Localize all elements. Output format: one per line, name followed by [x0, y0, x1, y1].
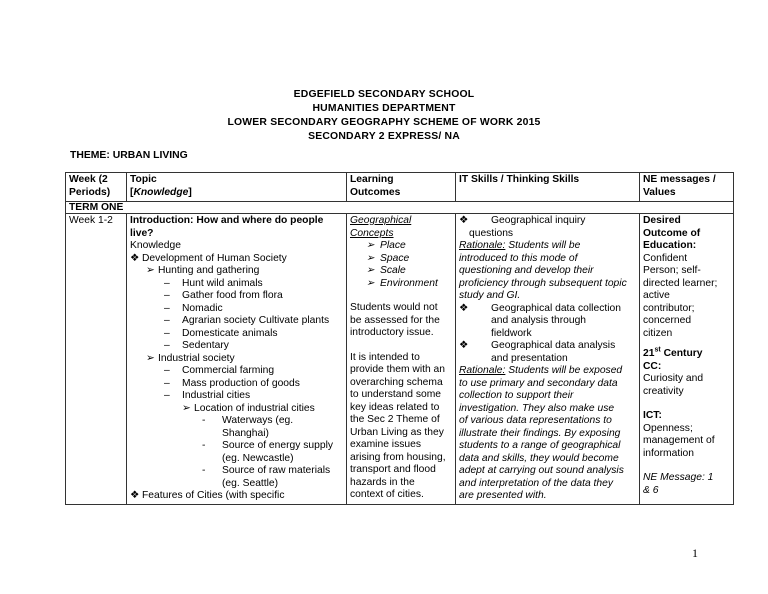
- page-number: 1: [692, 546, 698, 560]
- dash-bullet-icon: –: [164, 302, 170, 314]
- note-line: overarching schema: [350, 376, 443, 388]
- rationale-2: [459, 365, 636, 503]
- dash-bullet-icon: -: [202, 415, 206, 426]
- note-line: Students would not: [350, 302, 438, 313]
- dash-bullet-icon: –: [164, 315, 170, 326]
- week-cell: Week 1-2: [66, 214, 127, 505]
- note-line: the Sec 2 Theme of: [350, 414, 440, 425]
- arrow-bullet-icon: ➢: [182, 402, 191, 414]
- century-cc-heading: 21st Century CC:: [643, 346, 703, 372]
- cc-item: Curiosity and: [643, 373, 704, 384]
- rationale-line: adept at carrying out sound analysis: [459, 465, 624, 476]
- note-line: hazards in the: [350, 476, 415, 488]
- assessment-note: [350, 302, 452, 340]
- school-name: EDGEFIELD SECONDARY SCHOOL: [293, 89, 475, 100]
- list-item-text: Nomadic: [182, 302, 223, 314]
- skill-continuation: and presentation: [491, 352, 568, 364]
- list-item-text: Source of raw materials: [222, 465, 331, 476]
- intention-note: [350, 352, 452, 502]
- note-line: be assessed for the: [350, 314, 440, 326]
- rationale-line: of various data representations to: [459, 415, 612, 426]
- concept-item: [350, 265, 452, 278]
- rationale-line: collection to support their: [459, 390, 574, 401]
- skill-text: Geographical data analysis: [491, 340, 616, 351]
- ne-message: NE Message: 1: [643, 472, 714, 483]
- note-line: introductory issue.: [350, 327, 434, 338]
- col-week-header: [66, 173, 127, 202]
- list-item-text: Sedentary: [182, 340, 229, 351]
- arrow-bullet-icon: ➢: [366, 240, 375, 251]
- skill-item: [459, 303, 636, 316]
- rationale-line: are presented with.: [459, 490, 547, 501]
- diamond-bullet-icon: ❖: [459, 302, 469, 314]
- ict-heading: ICT:: [643, 410, 662, 421]
- geo-concepts-label-line2: Concepts: [350, 227, 394, 239]
- skill-continuation: fieldwork: [491, 327, 532, 339]
- level-title: SECONDARY 2 EXPRESS/ NA: [308, 131, 460, 142]
- list-item-text: Domesticate animals: [182, 327, 278, 339]
- concept-item: [350, 278, 452, 291]
- list-item: [130, 253, 343, 266]
- col-learning-line1: Learning: [350, 174, 394, 185]
- dash-bullet-icon: –: [164, 327, 170, 339]
- list-item: [130, 365, 343, 378]
- list-item: [130, 290, 343, 303]
- theme-title: THEME: URBAN LIVING: [70, 150, 188, 161]
- list-item-text: Commercial farming: [182, 365, 275, 376]
- table-header-row: [66, 173, 734, 202]
- term-row: [66, 202, 734, 214]
- list-item-text: Gather food from flora: [182, 290, 283, 301]
- arrow-bullet-icon: ➢: [366, 252, 375, 264]
- learning-outcomes-cell: [347, 214, 456, 505]
- list-item: [130, 303, 343, 316]
- col-week-line1: Week (2: [69, 174, 108, 185]
- list-item-text: Industrial cities: [182, 390, 251, 401]
- rationale-line: study and GI.: [459, 290, 521, 301]
- document-header: [0, 88, 768, 144]
- list-item-text: Mass production of goods: [182, 377, 300, 389]
- list-item-continuation: (eg. Seattle): [222, 477, 279, 489]
- col-ne-line1: NE messages /: [643, 174, 716, 185]
- list-item-text: Development of Human Society: [142, 252, 287, 264]
- scheme-title: LOWER SECONDARY GEOGRAPHY SCHEME OF WORK 2015: [227, 117, 541, 128]
- list-item: [130, 378, 343, 391]
- list-item: [130, 390, 343, 403]
- diamond-bullet-icon: ❖: [130, 490, 140, 501]
- ict-item: Openness;: [643, 422, 693, 434]
- ict-item: management of: [643, 435, 715, 446]
- rationale-1: [459, 240, 636, 303]
- rationale-line: investigation. They also make use: [459, 402, 615, 414]
- list-item: [130, 328, 343, 341]
- list-item: [130, 465, 343, 478]
- rationale-line: Students will be exposed: [505, 365, 623, 376]
- col-topic-header: [127, 173, 347, 202]
- rationale-label: Rationale:: [459, 240, 506, 251]
- rationale-line: proficiency through subsequent topic: [459, 277, 627, 289]
- list-item-text: Waterways (eg.: [222, 415, 294, 426]
- col-it-skills-header: IT Skills / Thinking Skills: [456, 173, 640, 202]
- dash-bullet-icon: –: [164, 390, 170, 401]
- arrow-bullet-icon: ➢: [146, 352, 155, 364]
- rationale-line: illustrate their findings. By exposing: [459, 427, 621, 439]
- dash-bullet-icon: –: [164, 290, 170, 301]
- skill-text: Geographical inquiry: [491, 215, 586, 226]
- desired-outcome-items: Confident Person; self- directed learner; active contributor; concerned citizen: [643, 252, 718, 339]
- list-item: [130, 440, 343, 453]
- list-item-text: Features of Cities (with specific: [142, 490, 285, 501]
- list-item-text: Agrarian society Cultivate plants: [182, 315, 330, 326]
- knowledge-label: Knowledge: [130, 240, 181, 251]
- rationale-line: data and skills, they would become: [459, 452, 619, 464]
- rationale-line: Students will be: [505, 240, 581, 251]
- geo-concepts-label-line1: Geographical: [350, 215, 412, 226]
- rationale-line: to use primary and secondary data: [459, 377, 618, 389]
- skill-item: [459, 215, 636, 228]
- arrow-bullet-icon: ➢: [366, 277, 375, 289]
- concept-text: Environment: [380, 277, 438, 289]
- department-name: HUMANITIES DEPARTMENT: [312, 103, 456, 114]
- list-item: [130, 415, 343, 428]
- list-item-continuation: (eg. Newcastle): [222, 452, 294, 464]
- concept-item: [350, 240, 452, 253]
- dash-bullet-icon: –: [164, 340, 170, 351]
- list-item-text: Hunting and gathering: [158, 265, 260, 276]
- rationale-line: students to a range of geographical: [459, 440, 621, 451]
- list-item: [130, 265, 343, 278]
- topic-title-line1: Introduction: How and where do people: [130, 215, 324, 226]
- list-item-text: Location of industrial cities: [194, 402, 315, 414]
- list-item: [130, 340, 343, 353]
- skill-continuation: and analysis through: [491, 315, 587, 326]
- list-item-text: Industrial society: [158, 352, 235, 364]
- col-learning-line2: Outcomes: [350, 186, 401, 198]
- list-item: [130, 278, 343, 291]
- rationale-line: questioning and develop their: [459, 265, 594, 276]
- list-item: [130, 490, 343, 503]
- rationale-line: and interpretation of the data they: [459, 477, 613, 489]
- skill-item: [459, 340, 636, 353]
- topic-cell: [127, 214, 347, 505]
- list-item-continuation: Shanghai): [222, 427, 269, 439]
- rationale-label: Rationale:: [459, 365, 506, 376]
- scheme-of-work-table: [65, 172, 734, 505]
- note-line: provide them with an: [350, 364, 446, 375]
- dash-bullet-icon: –: [164, 365, 170, 376]
- ne-message: & 6: [643, 484, 659, 496]
- topic-title-line2: live?: [130, 227, 154, 239]
- col-ne-line2: Values: [643, 186, 676, 198]
- ict-item: information: [643, 447, 694, 459]
- note-line: examine issues: [350, 439, 421, 450]
- col-learning-header: [347, 173, 456, 202]
- dash-bullet-icon: –: [164, 377, 170, 389]
- table-row: [66, 214, 734, 505]
- cc-item: creativity: [643, 385, 684, 397]
- arrow-bullet-icon: ➢: [366, 265, 375, 276]
- dash-bullet-icon: -: [202, 440, 206, 451]
- dash-bullet-icon: –: [164, 277, 170, 289]
- col-topic-line2: [Knowledge]: [130, 186, 192, 198]
- dash-bullet-icon: -: [202, 465, 206, 476]
- diamond-bullet-icon: ❖: [459, 215, 469, 226]
- col-topic-knowledge: Knowledge: [133, 186, 189, 198]
- it-skills-cell: [456, 214, 640, 505]
- diamond-bullet-icon: ❖: [459, 340, 469, 351]
- list-item: [130, 315, 343, 328]
- concept-text: Space: [380, 252, 410, 264]
- desired-outcome-heading: Desired Outcome of Education:: [643, 215, 701, 251]
- skill-continuation: questions: [469, 227, 514, 239]
- note-line: transport and flood: [350, 464, 436, 475]
- col-ne-header: [640, 173, 734, 202]
- col-week-line2: Periods): [69, 186, 111, 198]
- note-line: It is intended to: [350, 351, 420, 363]
- term-label: TERM ONE: [66, 202, 734, 214]
- note-line: key ideas related to: [350, 401, 440, 413]
- topic-title: [130, 215, 343, 240]
- concept-text: Scale: [380, 265, 406, 276]
- ne-messages-cell: [640, 214, 734, 505]
- arrow-bullet-icon: ➢: [146, 265, 155, 276]
- note-line: to understand some: [350, 389, 442, 400]
- list-item: [130, 403, 343, 416]
- list-item-text: Source of energy supply: [222, 440, 334, 451]
- skill-text: Geographical data collection: [491, 302, 621, 314]
- note-line: arising from housing,: [350, 451, 446, 463]
- col-topic-line1: Topic: [130, 174, 157, 185]
- list-item-text: Hunt wild animals: [182, 277, 263, 289]
- rationale-line: introduced to this mode of: [459, 252, 578, 264]
- diamond-bullet-icon: ❖: [130, 252, 140, 264]
- note-line: context of cities.: [350, 489, 424, 500]
- note-line: Urban Living as they: [350, 426, 444, 438]
- concept-item: [350, 253, 452, 266]
- concept-text: Place: [380, 240, 406, 251]
- list-item: [130, 353, 343, 366]
